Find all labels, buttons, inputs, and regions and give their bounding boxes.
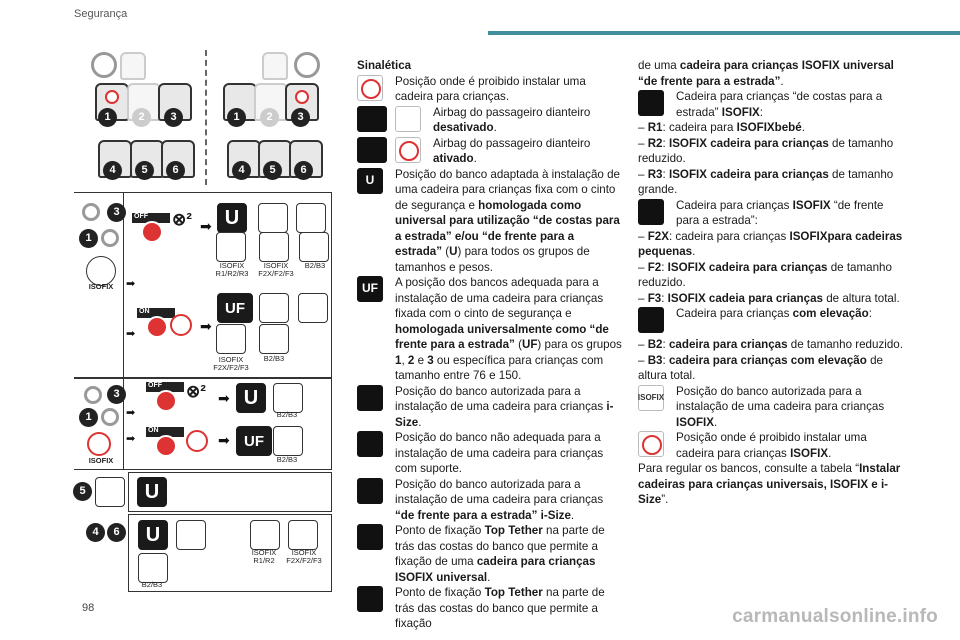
list-item: – R3: ISOFIX cadeira para crianças de tamanho grande. [638,167,894,196]
list-item: – B3: cadeira para crianças com elevação de altura total. [638,353,883,382]
label-b2b3: B2/B3 [263,354,285,363]
row-arrow: ➡ [126,328,136,340]
booster-seat-icon [273,426,303,456]
front-seat [262,52,288,80]
airbag-on-icon [357,137,387,163]
universal-u-icon: U [236,383,266,413]
row-number-3: 3 [107,203,126,222]
isofix-rear-seat-icon [638,90,664,116]
legend-item: Posição onde é proibido instalar uma cadeira para crianças ISOFIX. [638,430,906,461]
universal-uf-icon: UF [217,293,253,323]
legend-item: UF A posição dos bancos adequada para a instalação de uma cadeira para crianças fixada com o cinto de segurança e homologada universalmente como “de frente para a estrada” (UF) para os grupos 1, 2 e 3 ou específica para crianças com tamanho entre 76 e 150. [357,275,622,384]
row-arrow: ➡ [126,278,136,290]
isize-seat-icon [258,203,288,233]
legend-item: Airbag do passageiro dianteiro desativado. [357,105,622,136]
top-tether-f-icon [357,586,383,612]
prohibited-icon [186,430,208,452]
watermark: carmanualsonline.info [732,606,938,627]
arrow-icon: ➡ [218,432,230,448]
universal-u-icon: U [137,477,167,507]
isofix-icon: ISOFIX [638,385,664,411]
booster-seat-icon [138,553,168,583]
prohibited-icon [295,90,309,104]
universal-u-icon: U [217,203,247,233]
list-item: – F2X: cadeira para crianças ISOFIXpara cadeiras pequenas. [638,229,903,258]
row-number-5: 5 [73,482,92,501]
universal-u-icon: U [138,520,168,550]
no-support-seat-icon [357,431,383,457]
seat-number-4: 4 [103,161,122,180]
booster-seat-icon [299,232,329,262]
label-isofix-f2: ISOFIX F2X/F2/F3 [213,355,249,372]
row-number-1: 1 [79,408,98,427]
list-item: – F2: ISOFIX cadeira para crianças de tamanho reduzido. [638,260,892,289]
legend-item: Posição do banco autorizada para a instalação de uma cadeira para crianças i-Size. [357,384,622,431]
child-seat-icon [395,106,421,132]
arrow-icon: ➡ [200,218,212,234]
legend-item: Posição do banco autorizada para a instalação de uma cadeira para crianças “de frente para a estrada” i-Size. [357,477,622,524]
child-seat-prohibited-icon: ⊗² [172,210,192,229]
isize-seat-icon [176,520,206,550]
legend-column-1 [357,58,622,632]
label-isofix-r: ISOFIX R1/R2/R3 [215,261,249,278]
isofix-forward-seat-icon [216,324,246,354]
legend-item: ISOFIX Posição do banco autorizada para a instalação de uma cadeira para crianças ISOFIX. [637,384,885,429]
seat-number-1: 1 [98,108,117,127]
isofix-rear-seat-icon [250,520,280,550]
label-isofix-f3: ISOFIX F2X/F2/F3 [286,548,322,565]
row-number-4: 4 [86,523,105,542]
isofix-forward-seat-icon [259,232,289,262]
legend-column-2 [638,58,906,508]
isofix-label: ISOFIX [88,282,114,291]
legend-item: Posição onde é proibido instalar uma cadeira para crianças. [357,74,622,105]
booster-seat-icon [259,324,289,354]
list-item: – F3: ISOFIX cadeia para crianças de altura total. [638,291,900,305]
isofix-prohibited-icon [87,432,111,456]
isofix-label: ISOFIX [88,456,114,465]
airbag-off-icon: OFF [146,382,184,412]
airbag-off-icon: OFF [132,213,170,243]
universal-uf-icon: UF [236,426,272,456]
seat-number-3: 3 [291,108,310,127]
list-item: – R2: ISOFIX cadeira para crianças de tamanho reduzido. [638,136,894,165]
label-b2b3: B2/B3 [304,261,326,270]
steering-wheel-icon [294,52,320,78]
booster-seat-icon [638,307,664,333]
universal-u-icon: U [357,168,383,194]
header-accent-bar [488,31,960,35]
prohibited-icon [170,314,192,336]
list-item: – B2: cadeira para crianças de tamanho reduzido. [638,338,903,351]
seat-number-4: 4 [232,161,251,180]
row-arrow: ➡ [126,407,136,419]
child-seat-prohibited-icon: ⊗² [186,382,206,401]
legend-title: Sinalética [357,59,412,72]
row-number-1: 1 [79,229,98,248]
row-number-6: 6 [107,523,126,542]
seat-number-5: 5 [263,161,282,180]
paragraph: Para regular os bancos, consulte a tabela “Instalar cadeiras para crianças universais, ISOFIX e i-Size”. [638,462,901,506]
steering-wheel-icon [82,203,100,221]
center-divider [205,50,207,185]
seat-number-1: 1 [227,108,246,127]
isize-seat-icon [357,385,383,411]
prohibited-icon [395,137,421,163]
legend-item: Ponto de fixação Top Tether na parte de trás das costas do banco que permite a fixação [357,585,622,632]
row-number-3: 3 [107,385,126,404]
universal-uf-icon: UF [357,276,383,302]
seat-number-2: 2 [132,108,151,127]
arrow-icon: ➡ [218,390,230,406]
row-arrow: ➡ [126,433,136,445]
steering-wheel-icon [101,408,119,426]
list-item: – R1: cadeira para ISOFIXbebé. [638,121,805,134]
section-header: Segurança [74,8,128,20]
arrow-icon: ➡ [200,318,212,334]
isize-forward-icon [357,478,383,504]
label-b2b3: B2/B3 [276,455,298,464]
no-support-seat-icon [95,477,125,507]
legend-item: Cadeira para crianças “de costas para a estrada” ISOFIX: [638,89,906,120]
legend-item: Cadeira para crianças com elevação: [638,306,906,337]
seat-number-6: 6 [166,161,185,180]
seat-number-3: 3 [164,108,183,127]
top-tether-f-icon [298,293,328,323]
legend-item: Posição do banco não adequada para a instalação de uma cadeira para crianças com suporte. [357,430,622,477]
airbag-on-icon: ON [146,427,184,457]
label-b2b3: B2/B3 [141,580,163,589]
label-b2b3: B2/B3 [276,410,298,419]
isofix-rear-seat-icon [216,232,246,262]
isofix-prohibited-icon [638,431,664,457]
steering-wheel-icon [91,52,117,78]
isize-forward-icon [259,293,289,323]
page-number: 98 [82,602,95,614]
top-tether-icon [357,524,383,550]
legend-item: Cadeira para crianças ISOFIX “de frente para a estrada”: [638,198,906,229]
front-seat [120,52,146,80]
steering-wheel-icon [84,386,102,404]
label-isofix-f: ISOFIX F2X/F2/F3 [258,261,294,278]
airbag-on-icon: ON [137,308,175,338]
prohibited-seat-icon [357,75,383,101]
legend-item: Airbag do passageiro dianteiro ativado. [357,136,622,167]
legend-item: Ponto de fixação Top Tether na parte de trás das costas do banco que permite a fixação de uma cadeira para crianças ISOFIX universal. [357,523,622,585]
paragraph: de uma cadeira para crianças ISOFIX universal “de frente para a estrada”. [638,59,894,88]
prohibited-icon [105,90,119,104]
booster-seat-icon [273,383,303,413]
isofix-forward-seat-icon [288,520,318,550]
airbag-off-icon [357,106,387,132]
seat-number-6: 6 [294,161,313,180]
isofix-forward-seat-icon [638,199,664,225]
label-isofix-r12: ISOFIX R1/R2 [251,548,277,565]
seat-number-5: 5 [135,161,154,180]
legend-item: U Posição do banco adaptada à instalação de uma cadeira para crianças fixa com o cinto de segurança e homologada como universal para utilização “de costas para a estrada” e/ou “de frente para a estrada” (U) para todos os grupos de tamanhos e pesos. [357,167,622,276]
steering-wheel-icon [101,229,119,247]
top-tether-icon [296,203,326,233]
seat-number-2: 2 [260,108,279,127]
